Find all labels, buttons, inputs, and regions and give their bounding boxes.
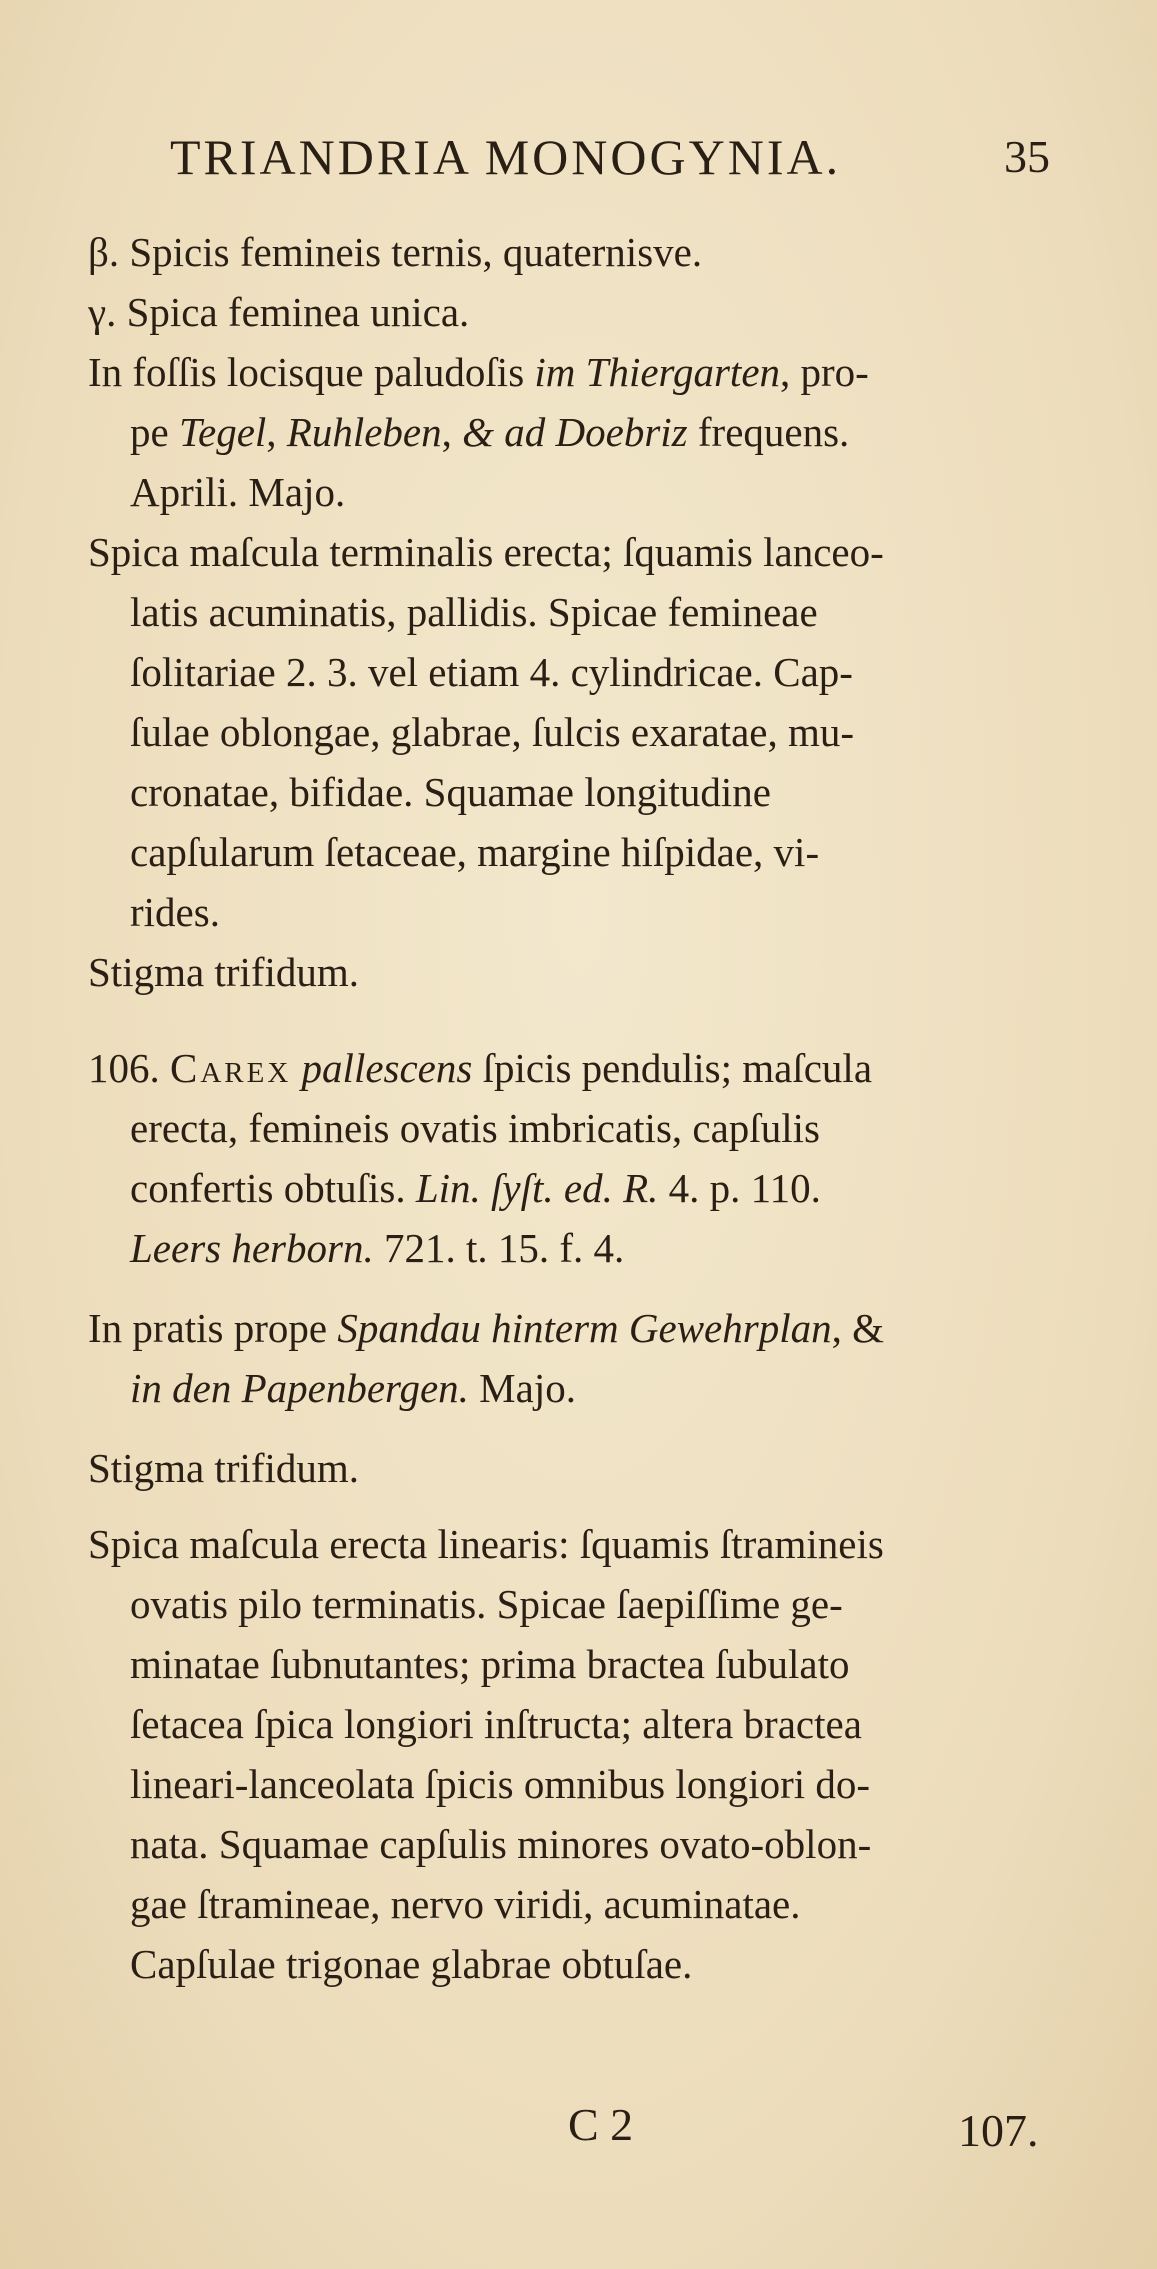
description-line: lineari-lanceolata ſpicis omnibus longiori do- [130,1761,871,1807]
catchword: 107. [958,2105,1039,2156]
text: 4. p. 110. [658,1165,821,1211]
ampersand: & [462,409,495,455]
species-entry-106 [88,1045,873,1091]
description-line: ſolitariae 2. 3. vel etiam 4. cylindricae. Cap- [130,649,853,695]
text: , [266,409,287,455]
entry-number: 106. [88,1045,170,1091]
text: Majo. [468,1365,576,1411]
locality: im Thiergarten [534,349,781,395]
genus-name: Carex [170,1045,292,1091]
description-line: latis acuminatis, pallidis. Spicae femineae [130,589,818,635]
stigma-note: Stigma trifidum. [88,1445,360,1491]
locality: Ruhleben [286,409,442,455]
citation: Leers herborn. [130,1225,374,1271]
description-line: Capſulae trigonae glabrae obtuſae. [130,1941,693,1987]
stigma-note: Stigma trifidum. [88,949,360,995]
variety-beta: β. Spicis femineis ternis, quaternisve. [88,229,703,275]
citation: Lin. ſyſt. ed. R. [415,1165,659,1211]
description-line: rides. [130,889,220,935]
description-line: Spica maſcula erecta linearis: ſquamis ſtramineis [88,1521,884,1567]
description-line: gae ſtramineae, nervo viridi, acuminatae. [130,1881,801,1927]
description-line: minatae ſubnutantes; prima bractea ſubulato [130,1641,850,1687]
text: 721. t. 15. f. 4. [373,1225,625,1271]
locality: in den Papenbergen. [130,1365,469,1411]
habitat-line-2 [130,409,850,455]
text: , pro- [780,349,869,395]
description-line: cronatae, bifidae. Squamae longitudine [130,769,771,815]
text: In pratis prope [88,1305,338,1351]
text: , & [831,1305,884,1351]
flowering-time: Aprili. Majo. [130,469,346,515]
text [291,1045,301,1091]
species-epithet: pallescens [301,1045,473,1091]
text: , [441,409,463,455]
page-number: 35 [1004,131,1050,182]
text [494,409,504,455]
description-line: ovatis pilo terminatis. Spicae ſaepiſſime ge- [130,1581,843,1627]
description-line: capſularum ſetaceae, margine hiſpidae, vi- [130,829,820,875]
locality: Tegel [178,409,267,455]
habitat-line-1 [88,349,869,395]
text: pe [130,409,179,455]
diagnosis-line [130,1165,821,1211]
description-line: ſulae oblongae, glabrae, ſulcis exaratae, mu- [130,709,855,755]
description-line: ſetacea ſpica longiori inſtructa; altera bractea [130,1701,862,1747]
habitat-line [130,1365,576,1411]
text: confertis obtuſis. [130,1165,416,1211]
page-header [170,128,1050,188]
running-title: TRIANDRIA MONOGYNIA. [170,129,842,185]
text: ſpicis pendulis; maſcula [472,1045,873,1091]
description-line: Spica maſcula terminalis erecta; ſquamis lanceo- [88,529,884,575]
habitat-line [88,1305,884,1351]
diagnosis-line: erecta, femineis ovatis imbricatis, capſulis [130,1105,820,1151]
citation-line [130,1225,625,1271]
description-line: nata. Squamae capſulis minores ovato-oblon- [130,1821,872,1867]
locality: ad Doebriz [504,409,688,455]
text: In foſſis locisque paludoſis [88,349,535,395]
locality: Spandau hinterm Gewehrplan [337,1305,832,1351]
signature-mark: C 2 [568,2099,634,2150]
variety-gamma: γ. Spica feminea unica. [88,289,470,335]
text: frequens. [687,409,850,455]
